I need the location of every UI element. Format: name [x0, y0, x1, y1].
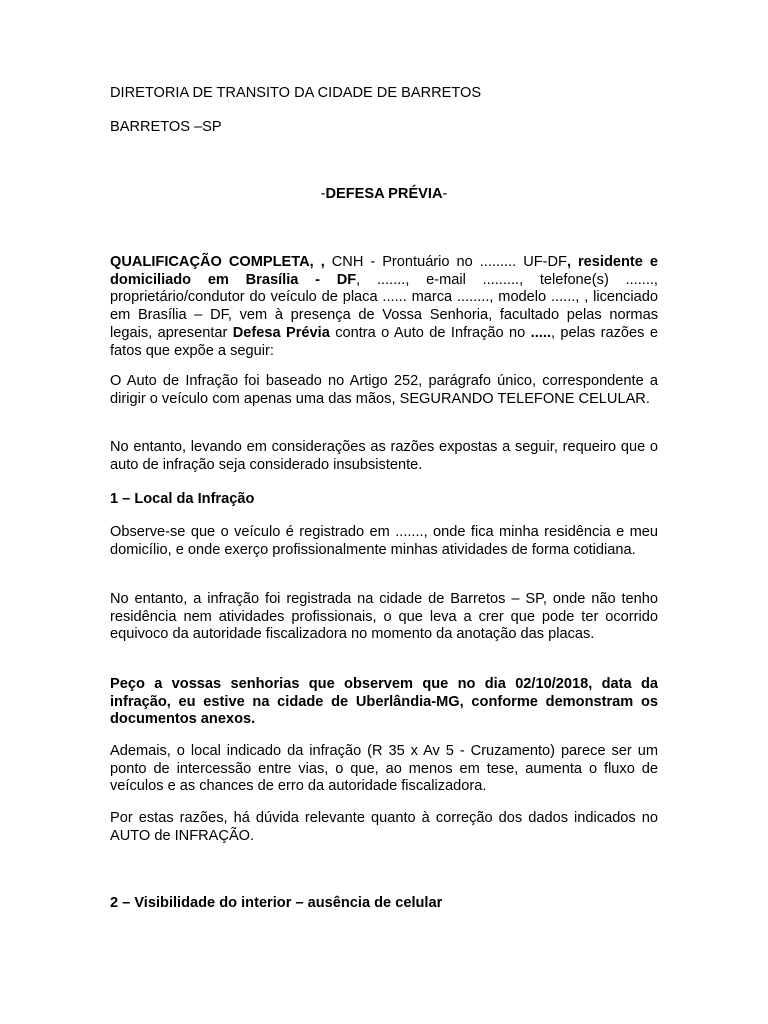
- header-recipient: DIRETORIA DE TRANSITO DA CIDADE DE BARRETOS: [110, 85, 482, 101]
- location-paragraph: Ademais, o local indicado da infração (R 35 x Av 5 - Cruzamento) parece ser um ponto de intercessão entre vias, o que, ao menos em tese, aumenta o fluxo de veículos e as chances de erro da autoridade fiscalizadora.: [110, 743, 658, 795]
- section-2-heading-text: 2 – Visibilidade do interior – ausência de celular: [110, 895, 443, 911]
- section-1-heading-text: 1 – Local da Infração: [110, 491, 255, 507]
- header-city: BARRETOS –SP: [110, 119, 222, 135]
- auto-paragraph: O Auto de Infração foi baseado no Artigo 252, parágrafo único, correspondente a dirigir o veículo com apenas uma das mãos, SEGURANDO TELEFONE CELULAR.: [110, 373, 658, 407]
- considerations-paragraph: No entanto, levando em considerações as razões expostas a seguir, requeiro que o auto de infração seja considerado insubsistente.: [110, 439, 658, 473]
- request-paragraph: [110, 676, 658, 729]
- document-title: [110, 186, 658, 204]
- title-suffix: -: [442, 186, 448, 202]
- qualification-bold-1: QUALIFICAÇÃO COMPLETA, ,: [110, 254, 325, 270]
- qualification-paragraph: [110, 254, 658, 360]
- qualification-bold-2: , residente e domiciliado em Brasília - DF: [110, 254, 658, 288]
- qualification-text-2: , ......., e-mail ........., telefone(s) ......., proprietário/condutor do veículo de placa ...... marca ........, modelo ......, , licenciado em Brasília – DF, vem à presença de Vossa Senhoria, facultado pelas normas legais, apresentar: [110, 271, 658, 341]
- barretos-paragraph: No entanto, a infração foi registrada na cidade de Barretos – SP, onde não tenho residência nem atividades profissionais, o que leva a crer que pode ter ocorrido equivoco da autoridade fiscalizadora no momento da anotação das placas.: [110, 591, 658, 643]
- registration-paragraph: Observe-se que o veículo é registrado em ......., onde fica minha residência e meu domicílio, e onde exerço profissionalmente minhas atividades de forma cotidiana.: [110, 524, 658, 558]
- qualification-bold-4: .....: [530, 324, 551, 341]
- qualification-bold-3: Defesa Prévia: [232, 324, 330, 341]
- qualification-text-4: , pelas razões e fatos que expõe a seguir:: [110, 324, 658, 359]
- doubt-paragraph: Por estas razões, há dúvida relevante quanto à correção dos dados indicados no AUTO de INFRAÇÃO.: [110, 810, 658, 844]
- title-prefix: -: [320, 186, 326, 202]
- qualification-text-3: contra o Auto de Infração no: [329, 324, 531, 341]
- section-2-heading: [110, 895, 658, 913]
- section-1-heading: [110, 491, 658, 509]
- qualification-text-1: CNH - Prontuário no ......... UF-DF: [324, 254, 567, 270]
- request-paragraph-text: Peço a vossas senhorias que observem que no dia 02/10/2018, data da infração, eu estive na cidade de Uberlândia-MG, conforme demonstram os documentos anexos.: [110, 676, 658, 728]
- title-text: DEFESA PRÉVIA: [325, 186, 443, 202]
